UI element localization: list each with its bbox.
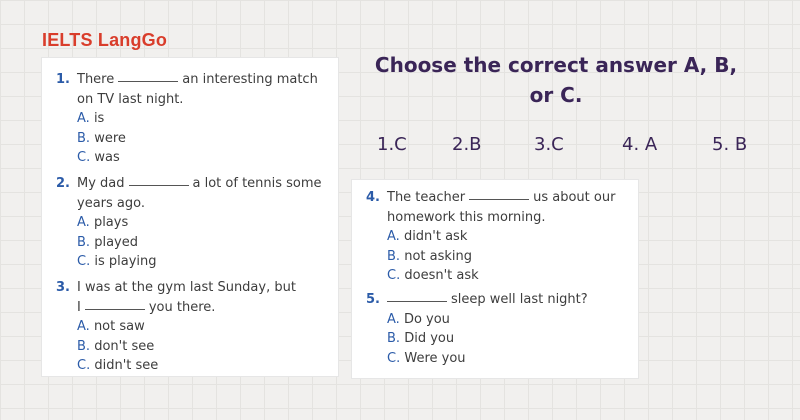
question-text: I was at the gym last Sunday, but <box>77 280 296 295</box>
option-b <box>56 233 322 253</box>
answer-1: 1.C <box>377 134 407 155</box>
question-number: 5. <box>366 292 380 307</box>
question-number: 1. <box>56 72 70 87</box>
question-number: 2. <box>56 176 70 191</box>
option-text: not saw <box>93 319 145 335</box>
option-letter: C. <box>77 358 91 374</box>
option-text: played <box>94 234 138 250</box>
option-text: didn't see <box>94 358 159 374</box>
instruction-heading: Choose the correct answer A, B, or C. <box>374 53 738 107</box>
option-letter: B. <box>77 130 91 146</box>
option-text: not asking <box>404 248 472 264</box>
question-2 <box>56 174 322 272</box>
answer-4: 4. A <box>622 134 658 155</box>
option-letter: C. <box>77 150 91 166</box>
option-letter: C. <box>77 254 91 270</box>
option-text: is playing <box>94 254 157 270</box>
option-letter: A. <box>77 319 90 335</box>
option-letter: A. <box>77 215 90 231</box>
answer-blank <box>85 298 145 310</box>
option-a <box>56 317 296 337</box>
question-text: There <box>77 72 115 87</box>
option-letter: C. <box>387 350 401 366</box>
question-4 <box>366 188 615 286</box>
question-5 <box>366 290 588 368</box>
question-number: 4. <box>366 190 380 205</box>
option-c <box>56 252 322 272</box>
option-text: doesn't ask <box>404 268 479 284</box>
question-text: a lot of tennis some <box>192 176 322 191</box>
question-text: an interesting match <box>182 72 318 87</box>
question-text: on TV last night. <box>77 91 184 107</box>
answer-3: 3.C <box>534 134 564 155</box>
option-text: don't see <box>94 338 155 354</box>
option-text: didn't ask <box>403 229 468 245</box>
option-text: Did you <box>404 331 455 347</box>
option-letter: A. <box>77 111 90 127</box>
question-text: us about our <box>533 190 616 205</box>
answer-blank <box>129 174 189 186</box>
answer-blank <box>118 70 178 82</box>
worksheet-card-left <box>42 58 338 376</box>
answer-5: 5. B <box>712 134 748 155</box>
question-text: sleep well last night? <box>451 292 588 307</box>
option-b <box>366 247 615 267</box>
answer-2: 2.B <box>452 134 482 155</box>
option-text: plays <box>93 215 129 231</box>
option-c <box>56 356 296 376</box>
option-text: Were you <box>404 350 466 366</box>
option-c <box>366 266 615 286</box>
option-b <box>56 337 296 357</box>
answer-blank <box>387 290 447 302</box>
question-3 <box>56 278 296 376</box>
option-letter: B. <box>387 248 401 264</box>
option-letter: A. <box>387 229 400 245</box>
option-text: is <box>93 111 105 127</box>
brand-logo: IELTS LangGo <box>42 30 168 50</box>
option-text: were <box>94 130 126 146</box>
option-letter: B. <box>77 234 91 250</box>
question-text: years ago. <box>77 195 145 211</box>
option-letter: B. <box>77 338 91 354</box>
answer-blank <box>469 188 529 200</box>
question-text: My dad <box>77 176 125 191</box>
option-a <box>56 213 322 233</box>
option-a <box>366 227 615 247</box>
option-c <box>366 349 588 369</box>
option-text: Do you <box>403 311 450 327</box>
question-number: 3. <box>56 280 70 295</box>
question-text: The teacher <box>387 190 466 205</box>
worksheet-card-right <box>352 180 638 378</box>
question-text: homework this morning. <box>387 209 546 225</box>
option-a <box>366 310 588 330</box>
answer-key <box>0 134 800 158</box>
option-text: was <box>94 150 120 166</box>
question-text: I <box>77 299 81 315</box>
option-letter: C. <box>387 268 401 284</box>
option-letter: A. <box>387 311 400 327</box>
option-letter: B. <box>387 331 401 347</box>
option-b <box>366 329 588 349</box>
option-a <box>56 109 318 129</box>
question-text: you there. <box>148 299 216 315</box>
